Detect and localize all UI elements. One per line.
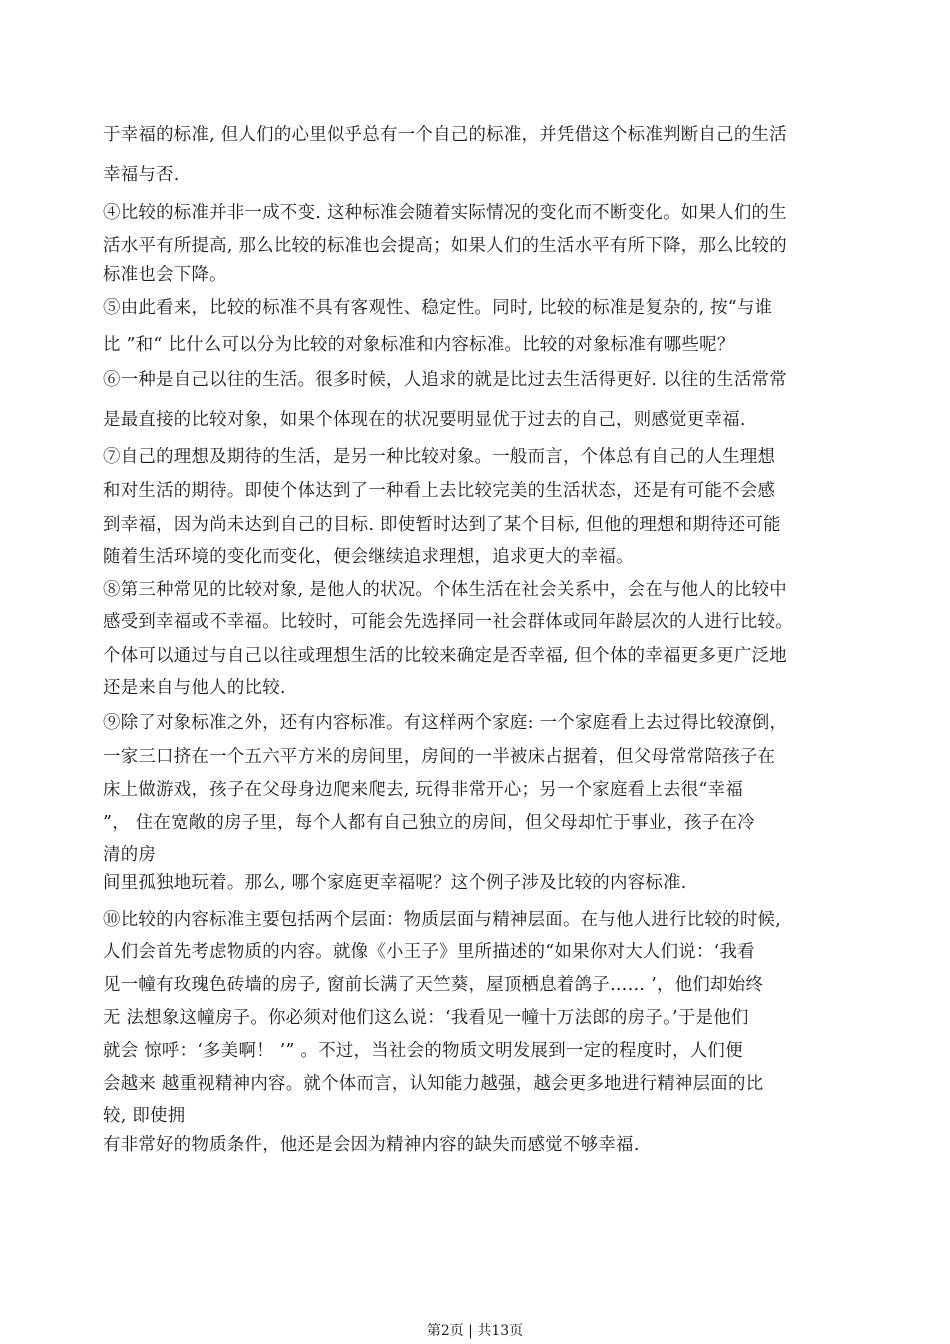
- text-line: 感受到幸福或不幸福。比较时，可能会先选择同一社会群体或同年龄层次的人进行比较。: [103, 612, 793, 632]
- text-line: 会越来 越重视精神内容。就个体而言，认知能力越强，越会更多地进行精神层面的比: [103, 1074, 764, 1094]
- text-line: ⑧第三种常见的比较对象, 是他人的状况。个体生活在社会关系中，会在与他人的比较中: [103, 580, 787, 600]
- text-line: 比 ”和“ 比什么可以分为比较的对象标准和内容标准。比较的对象标准有哪些呢？: [103, 335, 735, 355]
- text-line: 和对生活的期待。即使个体达到了一种看上去比较完美的生活状态，还是有可能不会感: [103, 481, 776, 501]
- text-line: 一家三口挤在一个五六平方米的房间里，房间的一半被床占据着，但父母常常陪孩子在: [103, 747, 776, 767]
- text-line: ⑩比较的内容标准主要包括两个层面：物质层面与精神层面。在与他人进行比较的时候,: [103, 910, 782, 930]
- text-line: 床上做游戏，孩子在父母身边爬来爬去, 玩得非常开心；另一个家庭看上去很“幸福: [103, 780, 744, 800]
- text-line: ⑥一种是自己以往的生活。很多时候，人追求的就是比过去生活得更好. 以往的生活常常: [103, 370, 787, 390]
- text-line: 有非常好的物质条件，他还是会因为精神内容的缺失而感觉不够幸福.: [103, 1135, 640, 1155]
- text-line: 就会 惊呼：‘多美啊！ ’” 。不过，当社会的物质文明发展到一定的程度时，人们便: [103, 1041, 743, 1061]
- text-line: 是最直接的比较对象，如果个体现在的状况要明显优于过去的自己，则感觉更幸福.: [103, 410, 746, 430]
- text-line: 幸福与否.: [103, 165, 180, 185]
- text-line: 无 法想象这幢房子。你必须对他们这么说：‘我看见一幢十万法郎的房子。’于是他们: [103, 1008, 749, 1028]
- text-line: 标准也会下降。: [103, 265, 227, 285]
- text-line: ⑤由此看来，比较的标准不具有客观性、稳定性。同时, 比较的标准是复杂的, 按“与谁: [103, 298, 773, 318]
- text-line: 清的房: [103, 845, 157, 865]
- text-line: 到幸福，因为尚未达到自己的目标. 即使暂时达到了某个目标, 但他的理想和期待还可能: [103, 515, 781, 535]
- text-line: 还是来自与他人的比较.: [103, 678, 286, 698]
- text-line: ⑦自己的理想及期待的生活，是另一种比较对象。一般而言，个体总有自己的人生理想: [103, 447, 776, 467]
- text-line: 个体可以通过与自己以往或理想生活的比较来确定是否幸福, 但个体的幸福更多更广泛地: [103, 646, 787, 666]
- text-line: 人们会首先考虑物质的内容。就像《小王子》里所描述的“如果你对大人们说：‘我看: [103, 942, 755, 962]
- text-line: 随着生活环境的变化而变化，便会继续追求理想，追求更大的幸福。: [103, 547, 634, 567]
- text-line: 间里孤独地玩着。那么, 哪个家庭更幸福呢？这个例子涉及比较的内容标准.: [103, 873, 687, 893]
- text-line: 见一幢有玫瑰色砖墙的房子, 窗前长满了天竺葵，屋顶栖息着鸽子…… ’，他们却始终: [103, 975, 764, 995]
- text-line: ”， 住在宽敞的房子里，每个人都有自己独立的房间，但父母却忙于事业，孩子在冷: [103, 813, 755, 833]
- text-line: 于幸福的标准, 但人们的心里似乎总有一个自己的标准，并凭借这个标准判断自己的生活: [103, 125, 787, 145]
- text-line: ④比较的标准并非一成不变. 这种标准会随着实际情况的变化而不断变化。如果人们的生: [103, 203, 787, 223]
- page-footer: 第2页 | 共13页: [426, 1323, 524, 1339]
- text-line: 活水平有所提高, 那么比较的标准也会提高；如果人们的生活水平有所下降，那么比较的: [103, 236, 787, 256]
- text-line: 较, 即使拥: [103, 1106, 186, 1126]
- text-line: ⑨除了对象标准之外，还有内容标准。有这样两个家庭: 一个家庭看上去过得比较潦倒，: [103, 713, 788, 733]
